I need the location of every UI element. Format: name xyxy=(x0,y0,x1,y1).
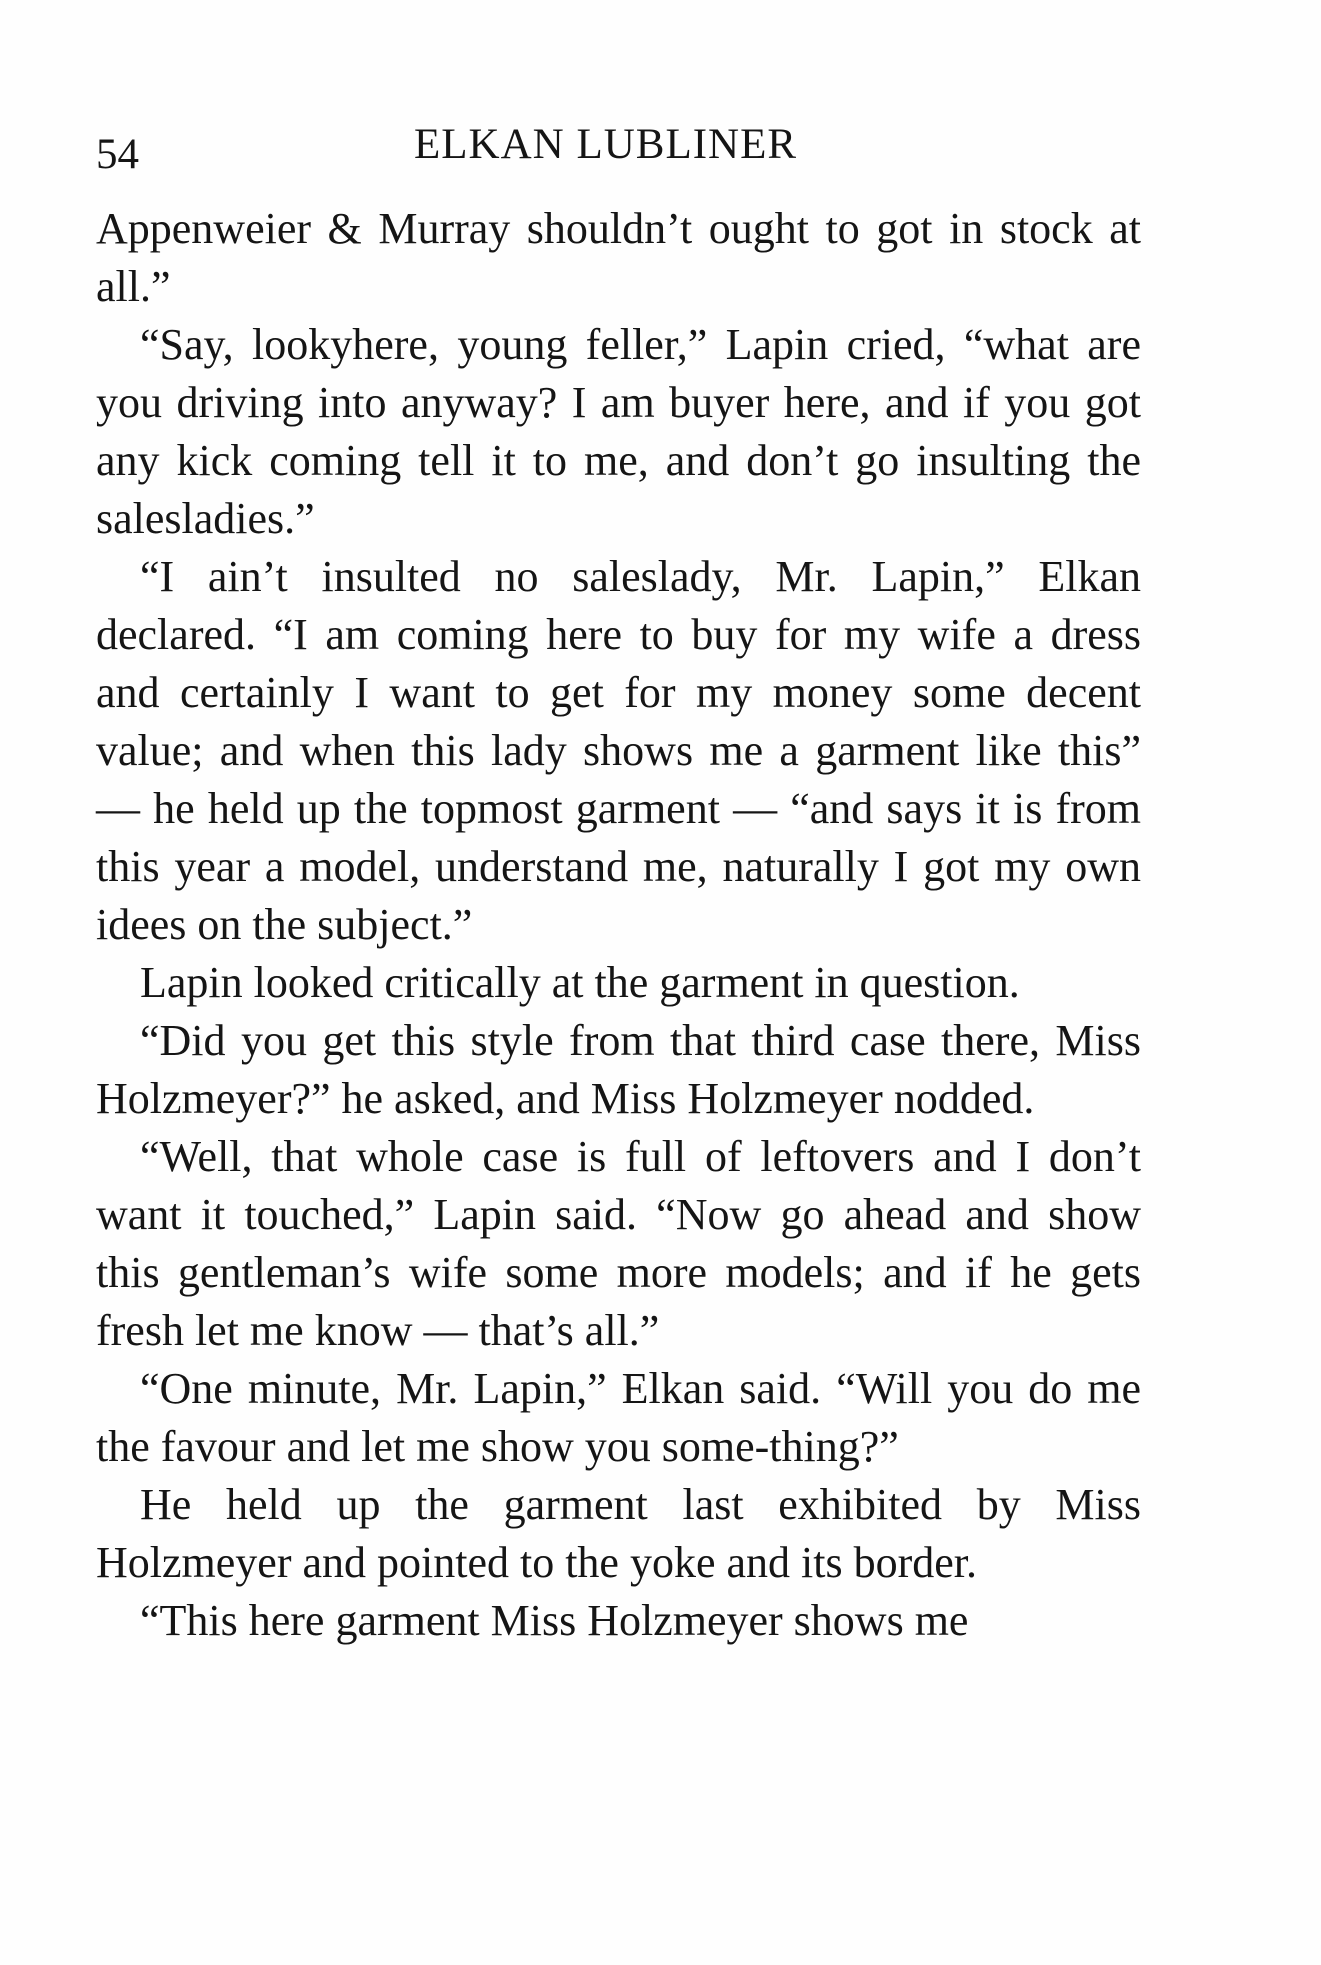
paragraph: “Say, lookyhere, young feller,” Lapin cried, “what are you driving into anyway? I am buyer here, and if you got any kick coming tell it to me, and don’t go insulting the salesladies.” xyxy=(96,320,1141,543)
paragraph: “I ain’t insulted no saleslady, Mr. Lapin,” Elkan declared. “I am coming here to buy for my wife a dress and certainly I want to get for my money some decent value; and when this lady shows me a garment like this” — he held up the topmost garment — “and says it is from this year a model, understand me, naturally I got my own idees on the subject.” xyxy=(96,552,1141,949)
paragraph: Lapin looked critically at the garment in question. xyxy=(140,958,1020,1007)
paragraph: “One minute, Mr. Lapin,” Elkan said. “Will you do me the favour and let me show you some-thing?” xyxy=(96,1364,1141,1471)
paragraph: “This here garment Miss Holzmeyer shows me xyxy=(140,1596,969,1645)
page-number: 54 xyxy=(96,131,139,178)
paragraph: He held up the garment last exhibited by Miss Holzmeyer and pointed to the yoke and its border. xyxy=(96,1480,1141,1587)
body-text xyxy=(96,200,1141,1650)
paragraph: “Well, that whole case is full of leftovers and I don’t want it touched,” Lapin said. “Now go ahead and show this gentleman’s wife some more models; and if he gets fresh let me know — that’s all.” xyxy=(96,1132,1141,1355)
paragraph: Appenweier & Murray shouldn’t ought to got in stock at all.” xyxy=(96,204,1141,311)
running-header xyxy=(96,120,1141,190)
paragraph: “Did you get this style from that third case there, Miss Holzmeyer?” he asked, and Miss Holzmeyer nodded. xyxy=(96,1016,1141,1123)
running-title: ELKAN LUBLINER xyxy=(414,121,798,168)
